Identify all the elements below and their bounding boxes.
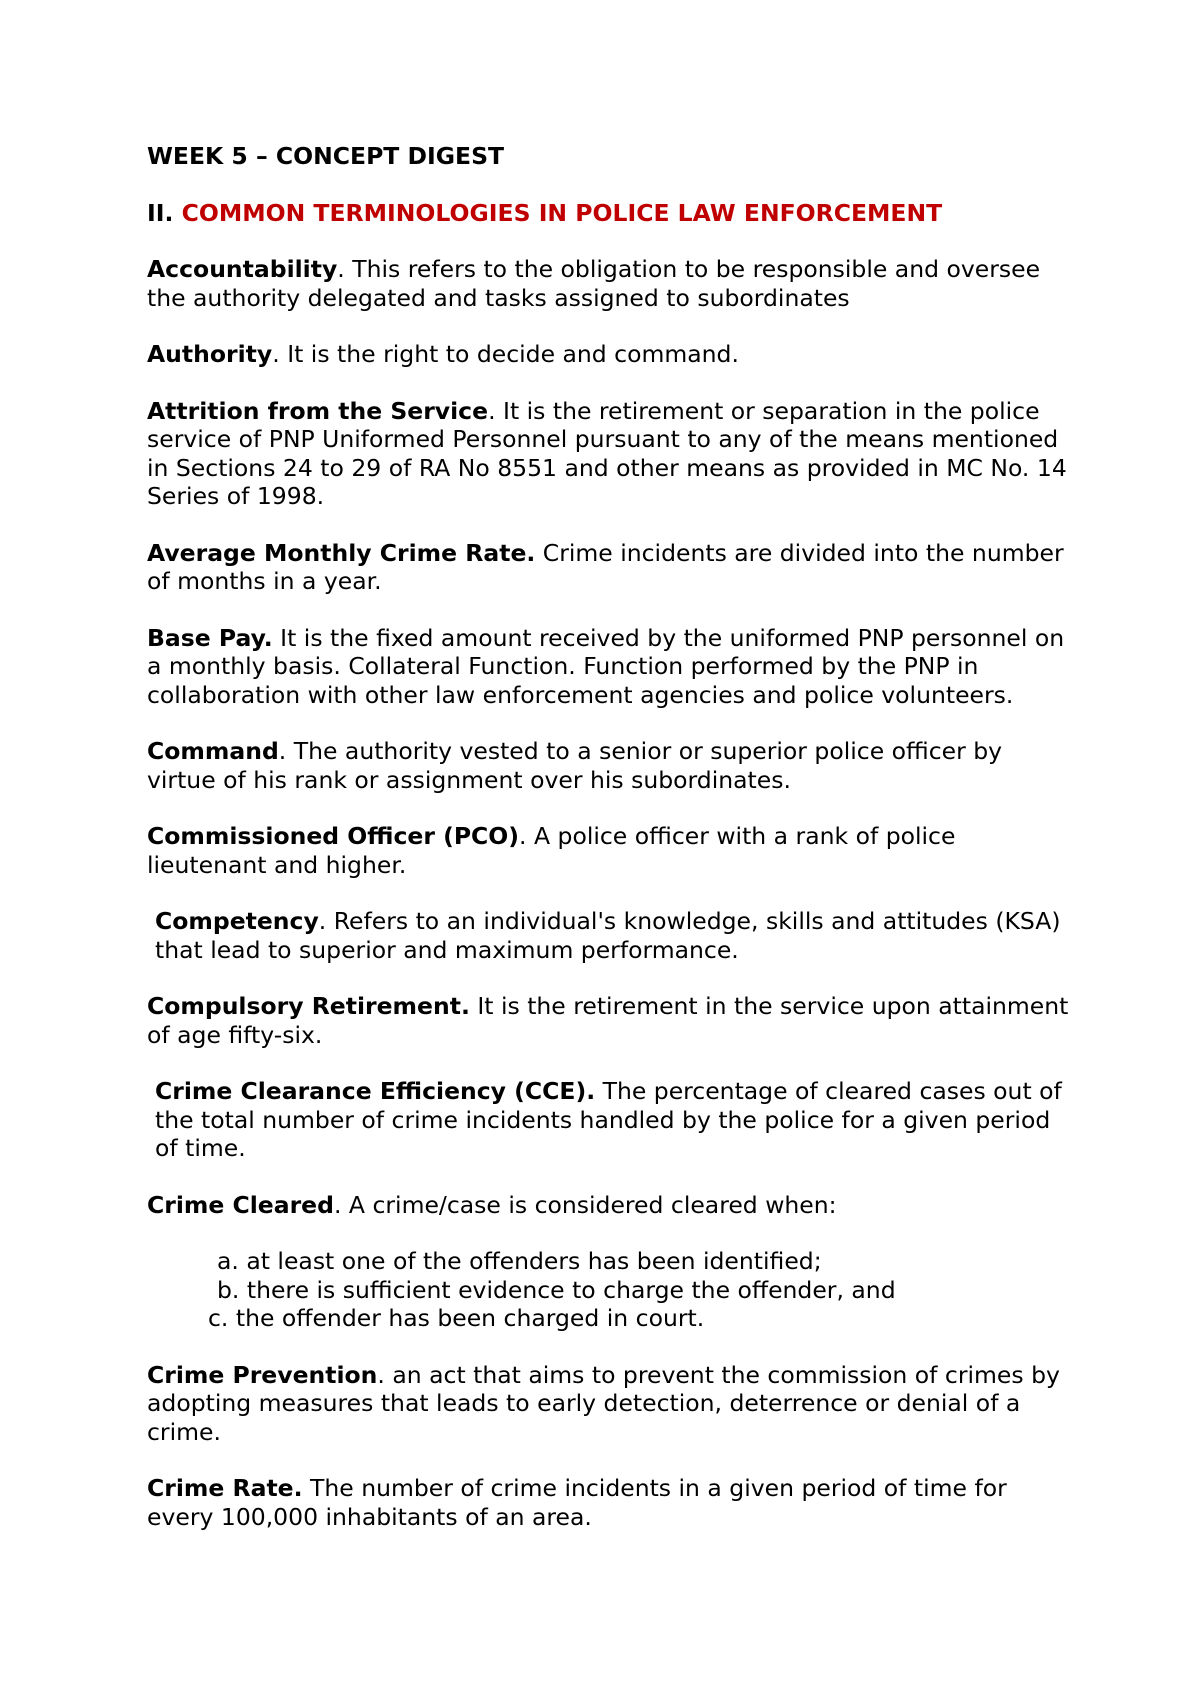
document-body xyxy=(147,142,1077,1559)
definition-entry-crime-prevention xyxy=(147,1361,1077,1447)
term: Crime Clearance Efficiency (CCE). xyxy=(155,1077,596,1105)
definition: It is the right to decide and command. xyxy=(279,340,739,368)
term-separator: . xyxy=(519,822,527,850)
term: Attrition from the Service xyxy=(147,396,489,425)
definition: It is the fixed amount received by the uniformed PNP personnel on a monthly basis. Collateral Function. Function performed by the PNP in collaboration with other law enforcement agencies and police volunteers. xyxy=(147,623,1065,709)
term: Compulsory Retirement. xyxy=(147,992,470,1020)
list-item: b. there is sufficient evidence to charge the offender, and xyxy=(217,1275,896,1304)
section-number: II. xyxy=(147,198,174,227)
definition-entry-authority xyxy=(147,340,1077,369)
definition: It is the retirement or separation in the police service of PNP Uniformed Personnel pursuant to any of the means mentioned in Sections 24 to 29 of RA No 8551 and other means as provided in MC No. 14 Series of 1998. xyxy=(147,396,1067,510)
section-heading xyxy=(147,199,1077,228)
definition: This refers to the obligation to be responsible and oversee the authority delegated and tasks assigned to subordinates xyxy=(147,255,1041,312)
definition-entry-competency xyxy=(147,907,1077,964)
term: Authority xyxy=(147,340,273,368)
section-title: COMMON TERMINOLOGIES IN POLICE LAW ENFORCEMENT xyxy=(181,198,943,227)
term-separator: . xyxy=(488,396,496,425)
definition-entry-commissioned-officer xyxy=(147,822,1077,879)
term-separator: . xyxy=(318,907,327,935)
definition-entry-accountability xyxy=(147,255,1077,312)
definition-entry-crime-rate xyxy=(147,1474,1077,1531)
crime-cleared-criteria-list xyxy=(147,1247,1077,1333)
definition: The number of crime incidents in a given period of time for every 100,000 inhabitants of an area. xyxy=(147,1474,1007,1531)
term: Crime Cleared xyxy=(147,1190,334,1219)
definition-entry-crime-cleared xyxy=(147,1191,1077,1220)
document-title: WEEK 5 – CONCEPT DIGEST xyxy=(147,142,505,170)
definition: The percentage of cleared cases out of the total number of crime incidents handled by the police for a given period of time. xyxy=(155,1077,1062,1162)
term: Average Monthly Crime Rate. xyxy=(147,538,536,567)
term-separator: . xyxy=(278,737,287,765)
definition: A police officer with a rank of police lieutenant and higher. xyxy=(147,822,956,879)
definition: Refers to an individual's knowledge, skills and attitudes (KSA) that lead to superior and maximum performance. xyxy=(155,907,1061,964)
definition-entry-attrition xyxy=(147,397,1077,511)
term: Commissioned Officer (PCO) xyxy=(147,822,520,850)
term-separator: . xyxy=(333,1190,342,1219)
definition-entry-crime-clearance-efficiency xyxy=(147,1077,1077,1163)
list-item: c. the offender has been charged in court. xyxy=(208,1304,705,1332)
term-separator: . xyxy=(337,255,345,283)
definition-entry-average-monthly-crime-rate xyxy=(147,539,1077,596)
definition: an act that aims to prevent the commission of crimes by adopting measures that leads to early detection, deterrence or denial of a crime. xyxy=(147,1360,1060,1446)
definition-entry-base-pay xyxy=(147,624,1077,710)
term-separator: . xyxy=(377,1360,385,1389)
term: Accountability xyxy=(147,255,338,283)
definition-entry-compulsory-retirement xyxy=(147,992,1077,1049)
definition-entry-command xyxy=(147,737,1077,794)
definition: The authority vested to a senior or superior police officer by virtue of his rank or assignment over his subordinates. xyxy=(147,737,1003,794)
definition: A crime/case is considered cleared when: xyxy=(341,1190,837,1219)
term: Competency xyxy=(155,907,319,935)
term: Command xyxy=(147,737,279,765)
list-item: a. at least one of the offenders has been identified; xyxy=(217,1247,822,1275)
term: Base Pay. xyxy=(147,623,273,652)
term: Crime Rate. xyxy=(147,1474,303,1502)
term-separator: . xyxy=(272,340,280,368)
term: Crime Prevention xyxy=(147,1360,378,1389)
definition: Crime incidents are divided into the number of months in a year. xyxy=(147,538,1064,595)
definition: It is the retirement in the service upon attainment of age fifty-six. xyxy=(147,992,1069,1049)
